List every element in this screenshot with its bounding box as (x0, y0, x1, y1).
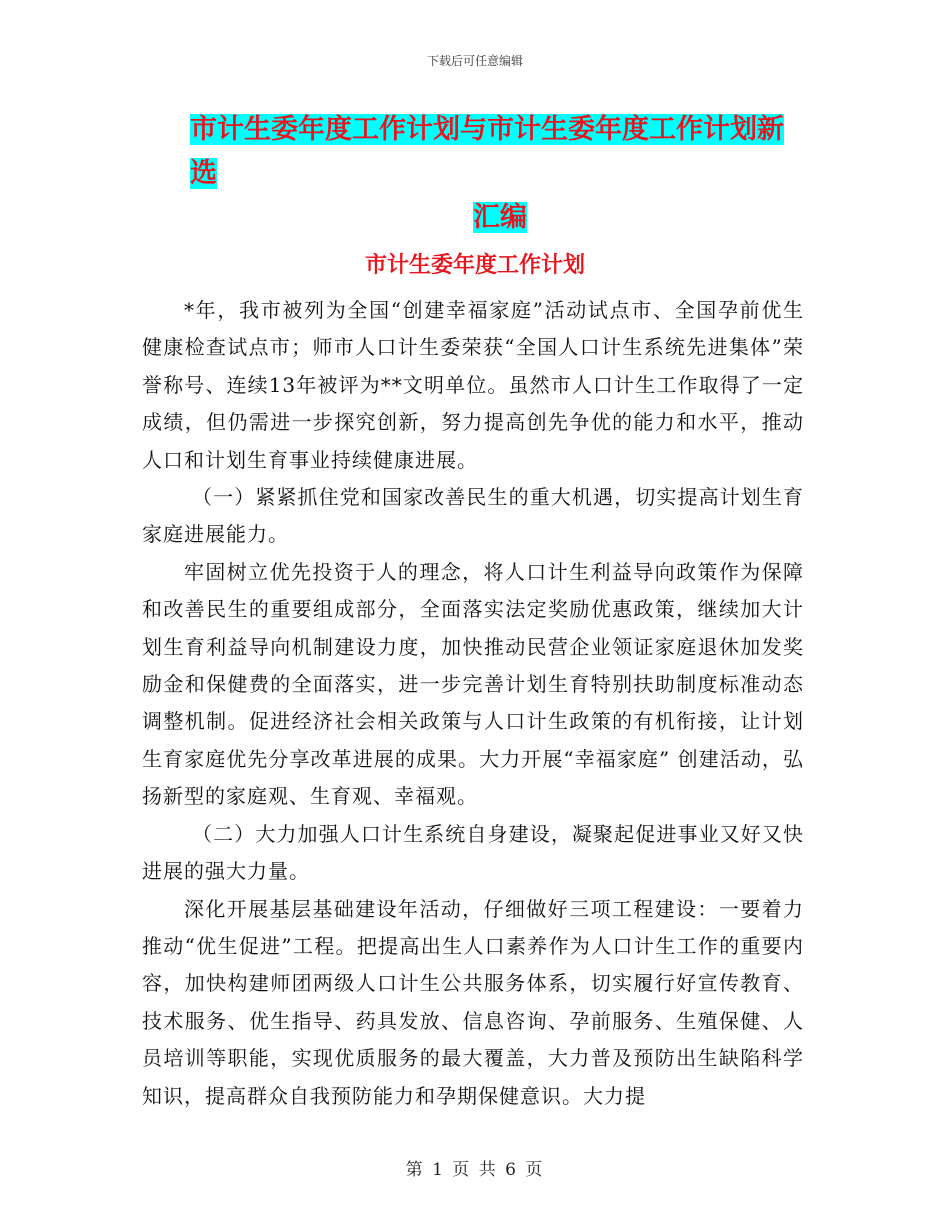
paragraph-heading-2: （二）大力加强人口计生系统自身建设，凝聚起促进事业又好又快进展的强大力量。 (142, 821, 804, 884)
paragraph-body-1: 牢固树立优先投资于人的理念，将人口计生利益导向政策作为保障和改善民生的重要组成部分，全面落实法定奖励优惠政策，继续加大计划生育利益导向机制建设力度，加快推动民营企业领证家庭退休加发奖励金和保健费的全面落实，进一步完善计划生育特别扶助制度标准动态调整机制。促进经济社会相关政策与人口计生政策的有机衔接，让计划生育家庭优先分享改革进展的成果。大力开展“幸福家庭” 创建活动，弘扬新型的家庭观、生育观、幸福观。 (142, 559, 804, 809)
title-line-2: 汇编 (473, 202, 527, 233)
paragraph-heading-1: （一）紧紧抓住党和国家改善民生的重大机遇，切实提高计划生育家庭进展能力。 (142, 485, 804, 547)
page-number: 第 1 页 共 6 页 (405, 1160, 545, 1180)
header-note: 下载后可任意编辑 (426, 54, 523, 68)
document-body (142, 292, 804, 1115)
paragraph-body-2: 深化开展基层基础建设年活动，仔细做好三项工程建设：一要着力推动“优生促进”工程。把提高出生人口素养作为人口计生工作的重要内容，加快构建师团两级人口计生公共服务体系，切实履行好宣传教育、技术服务、优生指导、药具发放、信息咨询、孕前服务、生殖保健、人员培训等职能，实现优质服务的最大覆盖，大力普及预防出生缺陷科学知识，提高群众自我预防能力和孕期保健意识。大力提 (142, 896, 804, 1108)
document-title (190, 108, 810, 240)
title-line-1: 市计生委年度工作计划与市计生委年度工作计划新选 (190, 114, 784, 189)
paragraph-intro: *年，我市被列为全国“创建幸福家庭”活动试点市、全国孕前优生健康检查试点市；师市人口计生委荣获“全国人口计生系统先进集体”荣誉称号、连续13年被评为**文明单位。虽然市人口计生工作取得了一定成绩，但仍需进一步探究创新，努力提高创先争优的能力和水平，推动人口和计划生育事业持续健康进展。 (142, 298, 804, 472)
section-title: 市计生委年度工作计划 (364, 253, 585, 278)
